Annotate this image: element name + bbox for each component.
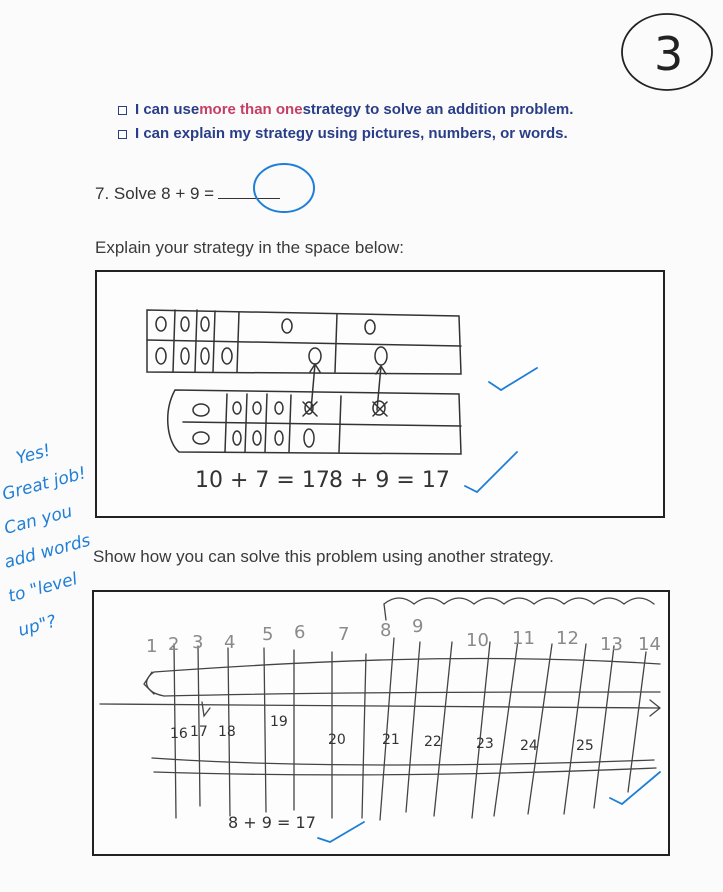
tick-label: 9: [412, 616, 424, 637]
strategy-box-2[interactable]: [92, 590, 670, 856]
tick-label: 22: [424, 734, 442, 750]
top-number-labels: [146, 616, 661, 657]
learning-goals: [118, 98, 573, 146]
checkbox[interactable]: [118, 106, 127, 115]
tick-label: 3: [192, 632, 204, 653]
number-line-equation: 8 + 9 = 17: [228, 813, 316, 832]
tick-label: 14: [638, 634, 661, 655]
teacher-note-line: Can you: [2, 501, 75, 539]
tick-label: 25: [576, 738, 594, 754]
tick-label: 24: [520, 738, 538, 754]
check-mark: [465, 452, 517, 492]
tick-label: 17: [190, 724, 208, 740]
teacher-note-line: to "level: [6, 569, 80, 607]
goal-item: [118, 122, 573, 146]
tick-label: 4: [224, 632, 236, 653]
tick-label: 5: [262, 624, 274, 645]
tick-label: 23: [476, 736, 494, 752]
tick-label: 6: [294, 622, 306, 643]
goal-text: I can explain my strategy using pictures, numbers, or words.: [135, 125, 568, 142]
goal-text-end: strategy to solve an addition problem.: [302, 101, 574, 118]
check-mark: [610, 772, 660, 804]
teacher-note-line: add words: [2, 530, 93, 573]
strategy-box-1[interactable]: [95, 270, 665, 518]
equation-left: 10 + 7 = 17: [195, 468, 330, 493]
tick-label: 10: [466, 630, 489, 651]
goal-emphasis: more than one: [199, 101, 303, 118]
tick-label: 21: [382, 732, 400, 748]
tick-label: 18: [218, 724, 236, 740]
bottom-number-labels: [170, 714, 594, 754]
tick-label: 8: [380, 620, 392, 641]
tick-label: 12: [556, 628, 579, 649]
goal-text: I can use: [135, 101, 200, 118]
number-line-drawing: [94, 592, 668, 854]
tick-label: 11: [512, 628, 535, 649]
tick-label: 13: [600, 634, 623, 655]
teacher-note-line: Yes!: [14, 440, 53, 469]
another-strategy-prompt: Show how you can solve this problem using another strategy.: [93, 547, 554, 566]
tick-label: 19: [270, 714, 288, 730]
tick-label: 20: [328, 732, 346, 748]
teacher-note-line: up"?: [16, 611, 59, 641]
equation-right: 8 + 9 = 17: [329, 468, 450, 493]
page-number-circle: [618, 8, 716, 92]
teacher-note-line: Great job!: [0, 463, 89, 505]
goal-item: [118, 98, 573, 122]
checkbox[interactable]: [118, 130, 127, 139]
question-text: 7. Solve 8 + 9 =: [95, 184, 215, 203]
check-mark: [318, 822, 364, 842]
tick-label: 7: [338, 624, 350, 645]
tick-label: 1: [146, 636, 158, 657]
page-number: 3: [654, 27, 684, 81]
explain-prompt: Explain your strategy in the space below:: [95, 238, 405, 257]
answer-circle: [250, 158, 322, 216]
check-mark: [489, 368, 537, 390]
tick-label: 2: [168, 634, 180, 655]
tick-label: 16: [170, 726, 188, 742]
